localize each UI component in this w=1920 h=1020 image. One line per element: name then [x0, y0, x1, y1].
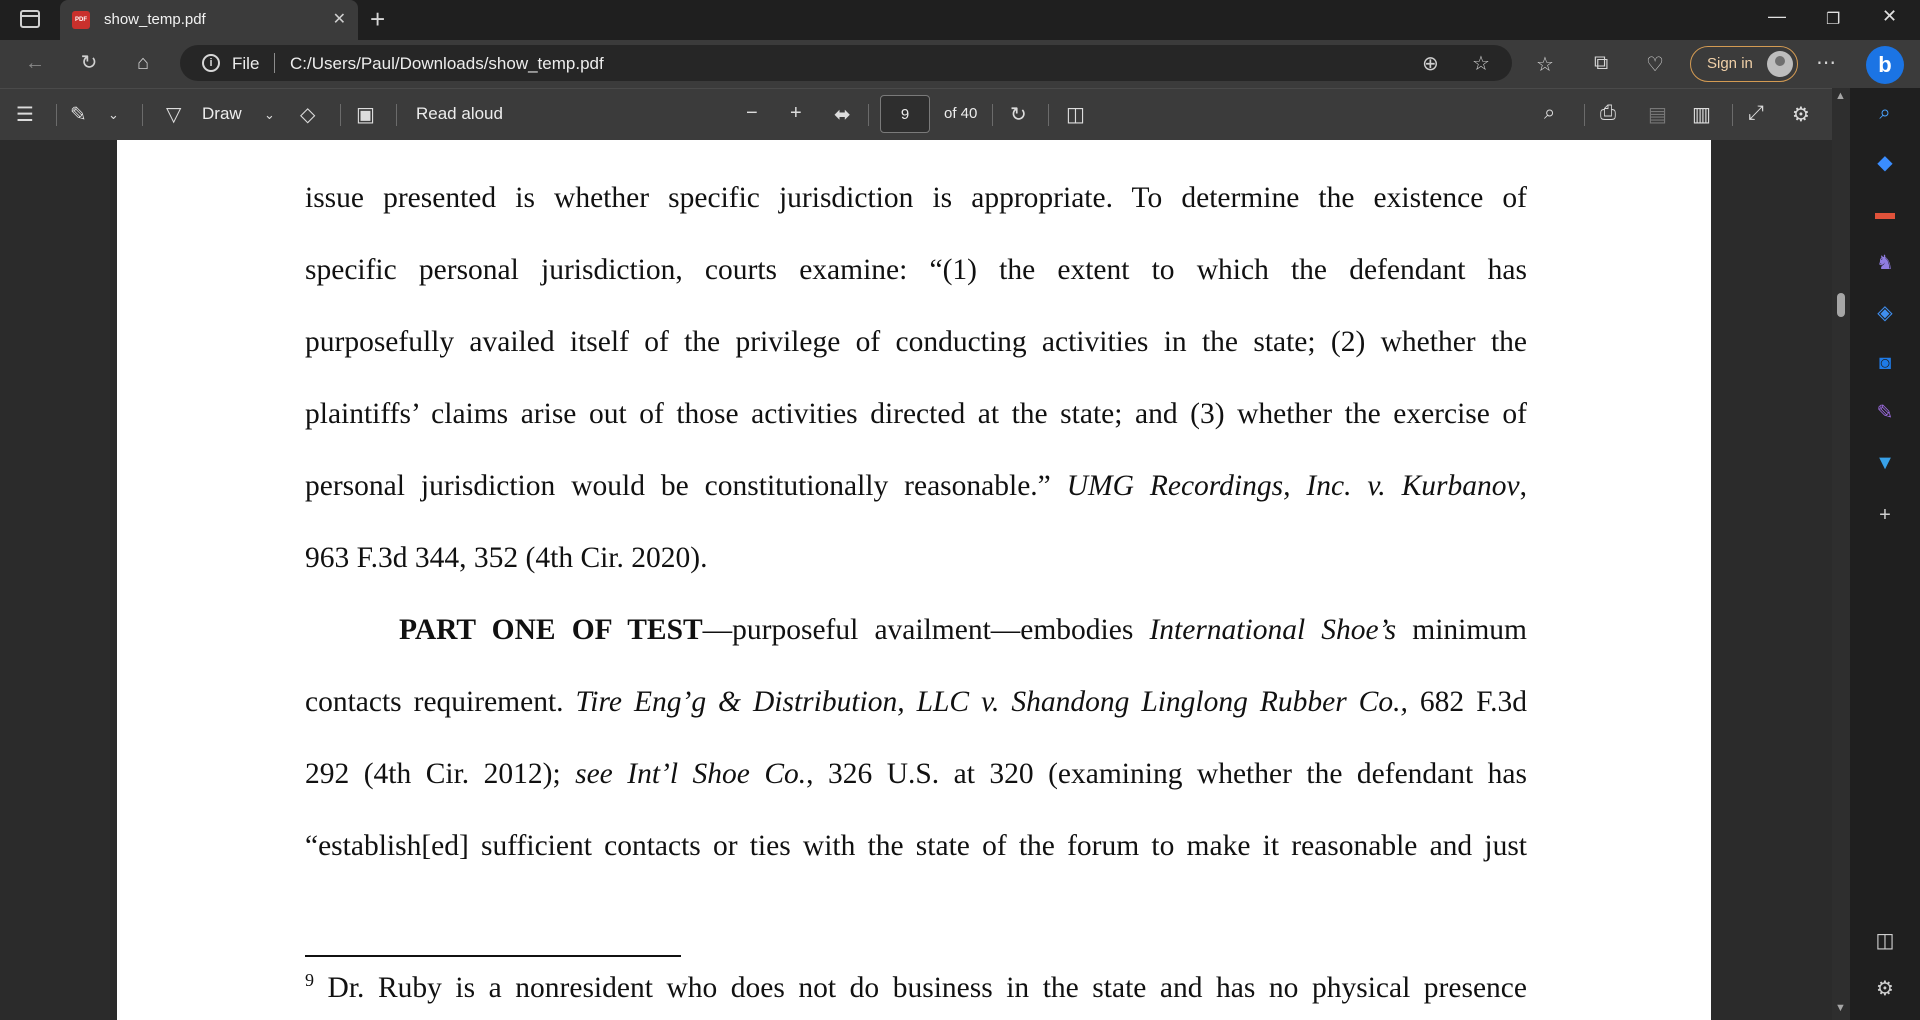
tab-active[interactable] — [60, 0, 358, 40]
address-bar-row — [0, 40, 1920, 88]
favorite-star-icon[interactable]: ☆ — [1472, 53, 1490, 75]
divider — [1584, 104, 1585, 126]
games-icon[interactable]: ♞ — [1876, 252, 1894, 274]
refresh-icon[interactable]: ↻ — [80, 52, 98, 74]
chevron-down-icon[interactable]: ⌄ — [108, 107, 119, 122]
case-name: International Shoe’s — [1149, 614, 1397, 646]
text-line — [305, 470, 1527, 503]
sign-in-label: Sign in — [1707, 55, 1753, 72]
more-options-icon[interactable]: ⋯ — [1816, 52, 1836, 74]
page-number-input[interactable]: 9 — [880, 95, 930, 133]
scrollbar-thumb[interactable] — [1837, 293, 1845, 317]
contents-icon[interactable]: ☰ — [16, 104, 34, 126]
zoom-icon[interactable]: ⊕ — [1422, 53, 1439, 75]
page-total: of 40 — [944, 105, 978, 122]
search-icon[interactable]: ⌕ — [1879, 102, 1891, 124]
page-view-icon[interactable]: ◫ — [1066, 104, 1085, 126]
divider — [1048, 104, 1049, 126]
tab-strip — [0, 0, 1920, 40]
footnote-number: 9 — [305, 970, 314, 990]
divider — [274, 53, 275, 73]
chevron-down-icon[interactable]: ⌄ — [264, 107, 275, 122]
copilot-icon[interactable]: ◈ — [1877, 302, 1893, 324]
divider — [396, 104, 397, 126]
search-icon[interactable]: ⌕ — [1544, 102, 1556, 124]
text-line — [305, 758, 1527, 791]
rotate-icon[interactable]: ↻ — [1010, 104, 1027, 126]
case-name: UMG Recordings, Inc. v. Kurbanov — [1066, 470, 1520, 502]
minimize-icon[interactable]: — — [1768, 6, 1786, 26]
sidebar-toggle-icon[interactable]: ◫ — [1875, 930, 1895, 952]
divider — [1732, 104, 1733, 126]
settings-icon[interactable]: ⚙ — [1876, 978, 1894, 1000]
text-line: specific personal jurisdiction, courts examine: “(1) the extent to which the defendant has — [305, 254, 1527, 286]
copilot-icon[interactable]: b — [1866, 46, 1904, 84]
scroll-down-icon[interactable]: ▼ — [1835, 1002, 1846, 1014]
draw-button[interactable]: Draw — [202, 104, 242, 123]
text-line — [399, 614, 1527, 647]
text-line: 963 F.3d 344, 352 (4th Cir. 2020). — [305, 542, 708, 574]
read-aloud-button[interactable]: Read aloud — [416, 104, 503, 123]
scheme-label: File — [232, 54, 260, 73]
drop-icon[interactable]: ▼ — [1875, 452, 1895, 474]
text-run: , — [1519, 470, 1527, 502]
part-heading: PART ONE OF TEST — [399, 614, 703, 646]
favorites-icon[interactable]: ☆ — [1536, 54, 1554, 76]
close-window-icon[interactable]: ✕ — [1882, 6, 1898, 26]
text-run: minimum — [1396, 614, 1528, 646]
outlook-icon[interactable]: ◙ — [1878, 352, 1892, 374]
erase-icon[interactable]: ◇ — [300, 104, 316, 126]
url-text[interactable]: C:/Users/Paul/Downloads/show_temp.pdf — [290, 54, 604, 73]
text-run: —purposeful availment—embodies — [702, 614, 1150, 646]
text-run: , 326 U.S. at 320 (examining whether the defendant has — [806, 758, 1527, 790]
text-line: “establish[ed] sufficient contacts or ties with the state of the forum to make it reasonable and just — [305, 830, 1527, 862]
pdf-page — [117, 140, 1711, 1020]
print-icon[interactable]: ⎙ — [1600, 102, 1616, 124]
text-line: purposefully availed itself of the privilege of conducting activities in the state; (2) whether the — [305, 326, 1527, 358]
text-line: plaintiffs’ claims arise out of those activities directed at the state; and (3) whether the exercise of — [305, 398, 1527, 430]
case-name: see Int’l Shoe Co. — [575, 758, 807, 790]
collections-icon[interactable]: ⧉ — [1594, 52, 1609, 74]
pdf-toolbar — [0, 88, 1832, 140]
case-name: Tire Eng’g & Distribution, LLC v. Shandong Linglong Rubber Co., — [575, 686, 1408, 718]
back-icon[interactable]: ← — [25, 52, 45, 74]
designer-icon[interactable]: ✎ — [1876, 402, 1894, 424]
sign-in-button[interactable] — [1690, 46, 1798, 82]
avatar — [1767, 51, 1793, 77]
text-run: contacts requirement. — [305, 686, 576, 718]
save-as-icon[interactable]: ▥ — [1692, 104, 1711, 126]
settings-icon[interactable]: ⚙ — [1792, 104, 1810, 126]
divider — [142, 104, 143, 126]
divider — [992, 104, 993, 126]
divider — [56, 104, 57, 126]
scrollbar[interactable] — [1832, 88, 1850, 1020]
divider — [340, 104, 341, 126]
info-icon[interactable]: i — [202, 54, 220, 72]
tab-actions-icon[interactable] — [20, 10, 40, 28]
fit-width-icon[interactable]: ⬌ — [834, 104, 851, 126]
text-line — [305, 686, 1527, 719]
text-run: personal jurisdiction would be constitutionally reasonable.” — [305, 470, 1067, 502]
zoom-out-icon[interactable]: − — [746, 102, 758, 124]
footnote-divider — [305, 955, 681, 957]
text-run: 292 (4th Cir. 2012); — [305, 758, 576, 790]
address-bar[interactable] — [180, 45, 1512, 81]
save-icon[interactable]: ▤ — [1648, 104, 1667, 126]
shopping-tag-icon[interactable]: ◆ — [1877, 152, 1893, 174]
highlight-icon[interactable]: ✎ — [70, 104, 87, 126]
zoom-in-icon[interactable]: + — [790, 102, 802, 124]
close-tab-icon[interactable]: ✕ — [332, 11, 346, 28]
text-line: issue presented is whether specific jurisdiction is appropriate. To determine the existence of — [305, 182, 1527, 214]
fullscreen-icon[interactable]: ⤢ — [1748, 102, 1764, 124]
scroll-up-icon[interactable]: ▲ — [1835, 90, 1846, 102]
footnote-text: Dr. Ruby is a nonresident who does not do business in the state and has no physical presence — [314, 971, 1527, 1004]
footnote — [305, 970, 1527, 1005]
draw-icon[interactable]: ▽ — [166, 104, 182, 126]
tab-title: show_temp.pdf — [104, 11, 206, 28]
add-icon[interactable]: + — [1879, 504, 1891, 526]
restore-icon[interactable]: ❐ — [1826, 11, 1841, 28]
pdf-viewer[interactable] — [0, 140, 1832, 1020]
new-tab-icon[interactable]: + — [370, 4, 386, 34]
divider — [868, 104, 869, 126]
pdf-file-icon: PDF — [72, 11, 90, 29]
edge-sidebar — [1850, 88, 1920, 1020]
home-icon[interactable]: ⌂ — [136, 52, 150, 74]
text-run: 682 F.3d — [1407, 686, 1528, 718]
browser-essentials-icon[interactable]: ♡ — [1646, 54, 1664, 76]
text-box-icon[interactable]: ▣ — [356, 104, 375, 126]
tools-icon[interactable]: ▬ — [1875, 202, 1895, 224]
